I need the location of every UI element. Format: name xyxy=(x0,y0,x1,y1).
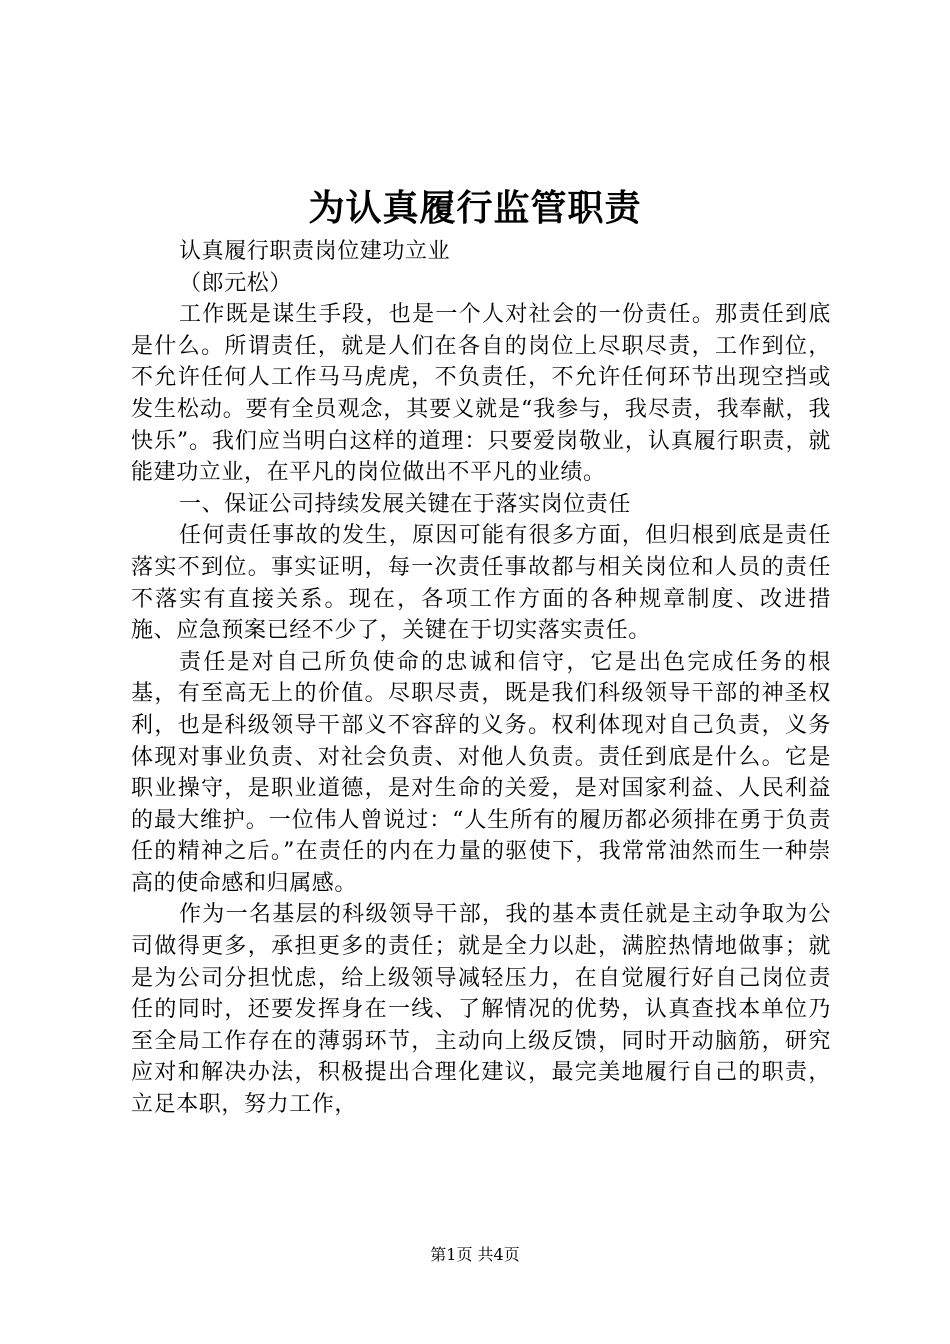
author-line: （郎元松） xyxy=(179,270,293,296)
subtitle-line: 认真履行职责岗位建功立业 xyxy=(179,239,451,264)
section-heading: 一、保证公司持续发展关键在于落实岗位责任 xyxy=(179,491,632,517)
paragraph: 作为一名基层的科级领导干部，我的基本责任就是主动争取为公司做得更多，承担更多的责任；就是全力以赴，满腔热情地做事；就是为公司分担忧虑，给上级领导减轻压力，在自觉履行好自己岗位责任的同时，还要发挥身在一线、了解情况的优势，认真查找本单位乃至全局工作存在的薄弱环节，主动向上级反馈，同时开动脑筋，研究应对和解决办法，积极提出合理化建议，最完美地履行自己的职责，立足本职，努力工作， xyxy=(131,902,831,1118)
paragraph: 责任是对自己所负使命的忠诚和信守，它是出色完成任务的根基，有至高无上的价值。尽职尽责，既是我们科级领导干部的神圣权利，也是科级领导干部义不容辞的义务。权利体现对自己负责，义务体现对事业负责、对社会负责、对他人负责。责任到底是什么。它是职业操守，是职业道德，是对生命的关爱，是对国家利益、人民利益的最大维护。一位伟人曾说过：“人生所有的履历都必须排在勇于负责任的精神之后。”在责任的内在力量的驱使下，我常常油然而生一种崇高的使命感和归属感。 xyxy=(131,649,831,896)
paragraph: 工作既是谋生手段，也是一个人对社会的一份责任。那责任到底是什么。所谓责任，就是人们在各自的岗位上尽职尽责，工作到位，不允许任何人工作马马虎虎，不负责任，不允许任何环节出现空挡或发生松动。要有全员观念，其要义就是“我参与，我尽责，我奉献，我快乐”。我们应当明白这样的道理：只要爱岗敬业，认真履行职责，就能建功立业，在平凡的岗位做出不平凡的业绩。 xyxy=(131,302,831,486)
page-footer: 第1页 共4页 xyxy=(430,1245,520,1264)
paragraph: 任何责任事故的发生，原因可能有很多方面，但归根到底是责任落实不到位。事实证明，每一次责任事故都与相关岗位和人员的责任不落实有直接关系。现在，各项工作方面的各种规章制度、改进措施、应急预案已经不少了，关键在于切实落实责任。 xyxy=(131,523,831,644)
document-title: 为认真履行监管职责 xyxy=(308,187,642,229)
document-body xyxy=(131,236,831,1121)
